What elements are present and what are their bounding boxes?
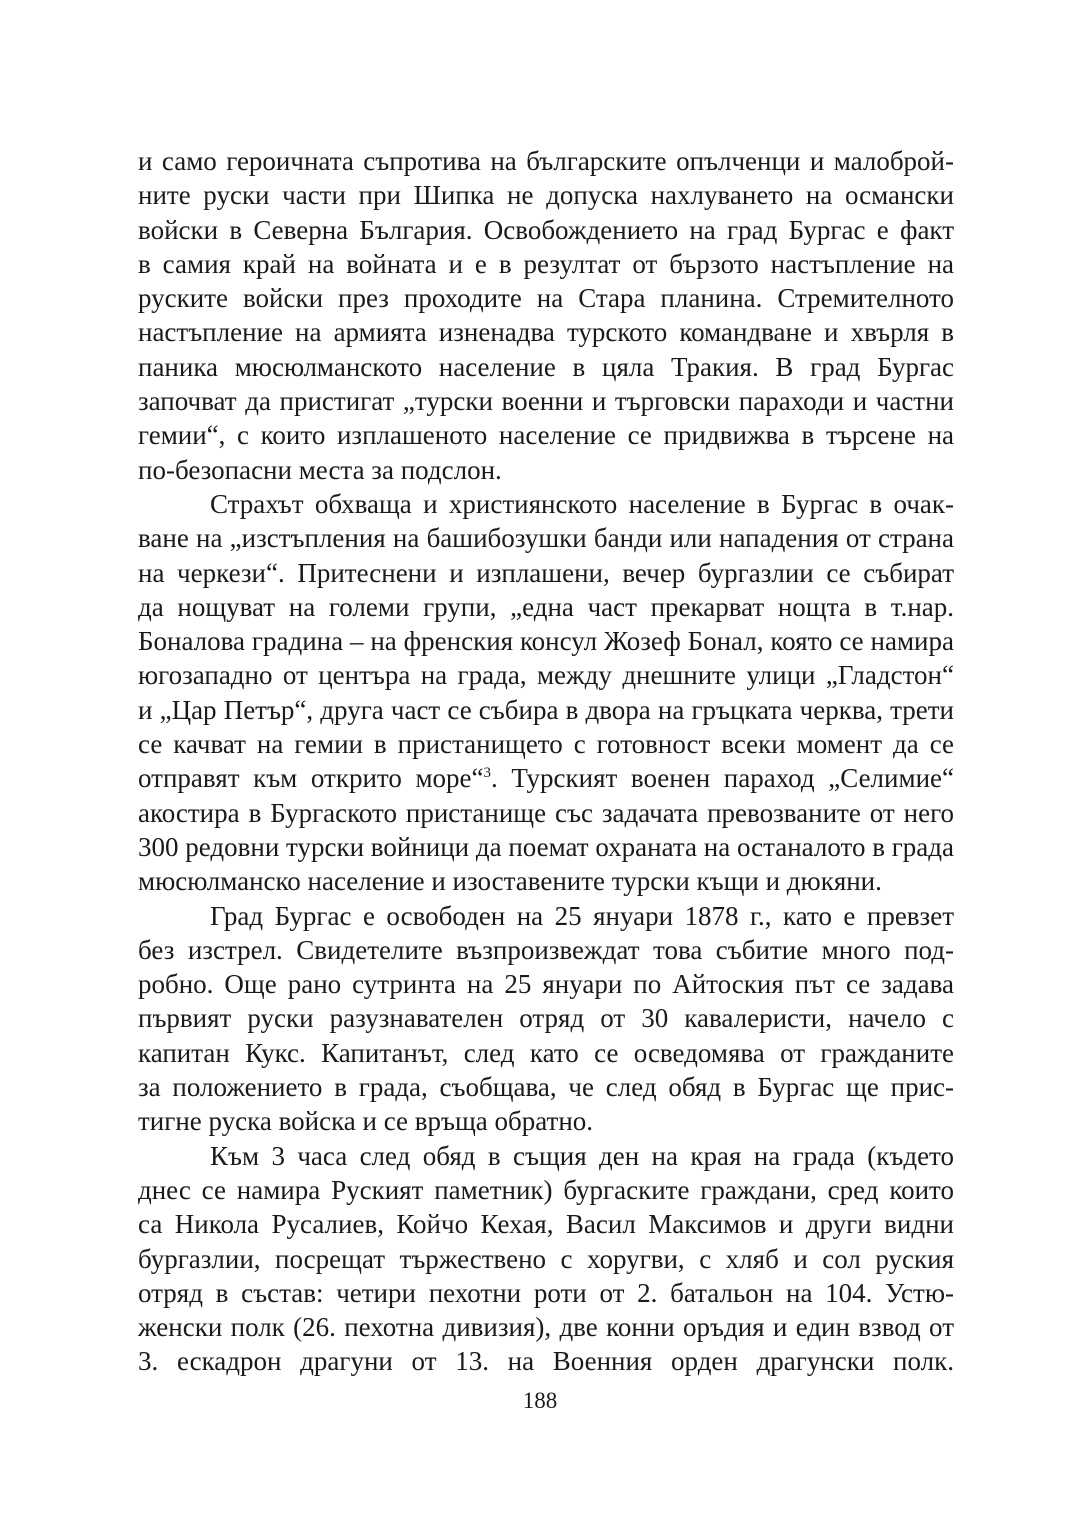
text-line: днес се намира Руският паметник) бургаските граждани, сред които bbox=[138, 1174, 954, 1205]
paragraph bbox=[138, 1139, 954, 1379]
text-line: са Никола Русалиев, Койчо Кехая, Васил Максимов и други видни bbox=[138, 1209, 954, 1240]
text-line: руските войски през проходите на Стара планина. Стремителното bbox=[138, 283, 954, 314]
body-text bbox=[138, 144, 954, 1379]
paragraph bbox=[138, 899, 954, 1139]
text-line: Боналова градина – на френския консул Жозеф Бонал, която се намира bbox=[138, 626, 954, 657]
footnote-ref[interactable]: 3 bbox=[483, 765, 492, 782]
text-line: Страхът обхваща и християнското население в Бургас в очак- bbox=[210, 488, 954, 519]
text-line: настъпление на армията изненадва турското командване и хвърля в bbox=[138, 317, 954, 348]
text-line: без изстрел. Свидетелите възпроизвеждат това събитие много под- bbox=[138, 934, 954, 965]
text-line: паника мюсюлманското население в цяла Тракия. В град Бургас bbox=[138, 351, 954, 382]
text-line: гемии“, с които изплашеното население се придвижва в търсене на bbox=[138, 420, 954, 451]
paragraph bbox=[138, 144, 954, 487]
text-line: капитан Кукс. Капитанът, след като се осведомява от гражданите bbox=[138, 1037, 954, 1068]
text-line: Към 3 часа след обяд в същия ден на края на града (където bbox=[210, 1140, 954, 1171]
text-line: се качват на гемии в пристанището с готовност всеки момент да се bbox=[138, 729, 954, 760]
text-line: Град Бургас е освободен на 25 януари 1878 г., като е превзет bbox=[210, 900, 954, 931]
text-line: югозападно от центъра на града, между днешните улици „Гладстон“ bbox=[138, 660, 954, 691]
text-line: по-безопасни места за подслон. bbox=[138, 454, 502, 485]
text-line: и само героичната съпротива на българските опълченци и малоброй- bbox=[138, 146, 954, 176]
text-line: женски полк (26. пехотна дивизия), две конни оръдия и един взвод от bbox=[138, 1312, 954, 1343]
text-line: първият руски разузнавателен отряд от 30 кавалеристи, начело с bbox=[138, 1003, 954, 1034]
text-line: робно. Още рано сутринта на 25 януари по Айтоския път се задава bbox=[138, 969, 954, 1000]
text-line: за положението в града, съобщава, че след обяд в Бургас ще прис- bbox=[138, 1072, 954, 1103]
text-line: на черкези“. Притеснени и изплашени, вечер бургазлии се събират bbox=[138, 557, 954, 588]
text-fragment: . Турският военен параход „Селимие“ bbox=[491, 763, 954, 794]
text-line: ване на „изстъпления на башибозушки банди или нападения от страна bbox=[138, 523, 954, 554]
paragraph bbox=[138, 487, 954, 899]
text-line: войски в Северна България. Освобождението на град Бургас е факт bbox=[138, 214, 954, 245]
text-line: мюсюлманско население и изоставените турски къщи и дюкяни. bbox=[138, 866, 882, 897]
text-line: отряд в състав: четири пехотни роти от 2. батальон на 104. Устю- bbox=[138, 1277, 954, 1308]
text-line: и „Цар Петър“, друга част се събира в двора на гръцката черква, трети bbox=[138, 694, 954, 725]
text-fragment: отправят към открито море“ bbox=[138, 763, 484, 794]
page-number: 188 bbox=[522, 1388, 558, 1413]
text-line: започват да пристигат „турски военни и търговски параходи и частни bbox=[138, 386, 954, 417]
text-line: 300 редовни турски войници да поемат охраната на останалото в града bbox=[138, 831, 954, 862]
text-line bbox=[138, 761, 954, 795]
text-line: в самия край на войната и е в резултат от бързото настъпление на bbox=[138, 248, 954, 279]
text-line: 3. ескадрон драгуни от 13. на Военния орден драгунски полк. bbox=[138, 1346, 954, 1377]
text-line: тигне руска войска и се връща обратно. bbox=[138, 1106, 594, 1137]
text-line: ните руски части при Шипка не допуска нахлуването на османски bbox=[138, 180, 954, 211]
text-line: да нощуват на големи групи, „една част прекарват нощта в т.нар. bbox=[138, 591, 954, 622]
text-line: бургазлии, посрещат тържествено с хоругви, с хляб и сол руския bbox=[138, 1243, 954, 1274]
text-line: акостира в Бургаското пристанище със задачата превозваните от него bbox=[138, 797, 954, 828]
